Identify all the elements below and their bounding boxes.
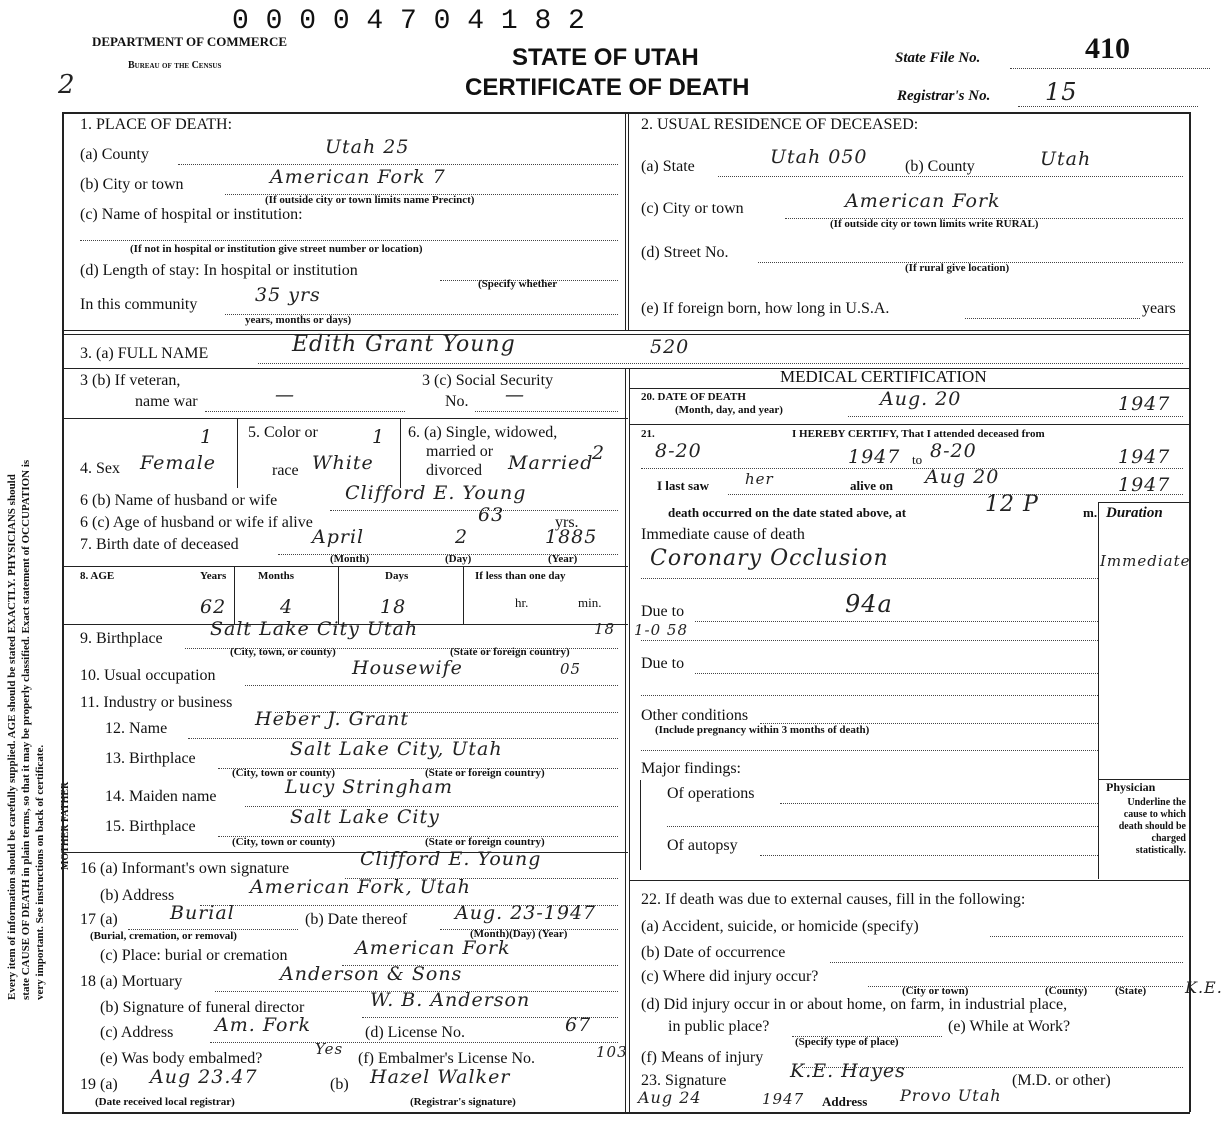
- s10-occupation-value: Housewife: [352, 657, 463, 679]
- s7-birth-label: 7. Birth date of deceased: [80, 536, 239, 553]
- s4-sex-mark: 1: [200, 426, 214, 448]
- s20-dod-value: Aug. 20: [880, 388, 962, 410]
- s18-address-value: Am. Fork: [215, 1014, 311, 1036]
- s18-embalmed-value: Yes: [315, 1040, 344, 1058]
- s3-veteran-label-a: 3 (b) If veteran,: [80, 372, 181, 389]
- s2-street-note: (If rural give location): [905, 262, 1010, 274]
- s2-title: 2. USUAL RESIDENCE OF DECEASED:: [641, 116, 919, 133]
- s2-street-label: (d) Street No.: [641, 244, 729, 261]
- duration-label: Duration: [1106, 505, 1163, 521]
- s2-state-value: Utah 050: [770, 146, 868, 168]
- s3-ss-label-b: No.: [445, 393, 469, 410]
- major-findings-label: Major findings:: [641, 760, 741, 777]
- s22-c-note-a: (City or town): [902, 985, 969, 997]
- s13-father-birth-label: 13. Birthplace: [105, 750, 196, 767]
- s21-alive-value: Aug 20: [925, 466, 1000, 488]
- s19-registrar-value: Hazel Walker: [370, 1066, 511, 1088]
- s4-sex-value: Female: [140, 452, 217, 474]
- s22-b-label: (b) Date of occurrence: [641, 944, 786, 961]
- s1-community-label: In this community: [80, 296, 198, 313]
- s8-hr-label: hr.: [515, 595, 529, 610]
- s19-received-note: (Date received local registrar): [95, 1096, 235, 1108]
- s5-race-mark: 1: [372, 426, 386, 448]
- s3-veteran-value: —: [275, 384, 295, 406]
- s7-year-note: (Year): [548, 553, 578, 565]
- s23-signature-label: 23. Signature: [641, 1072, 727, 1089]
- s4-sex-label: 4. Sex: [80, 460, 120, 477]
- s21-to-year: 1947: [1118, 446, 1171, 468]
- s5-color-label: 5. Color or: [248, 424, 318, 441]
- s22-c-mark: K.E.: [1185, 978, 1223, 997]
- s23-address-label: Address: [822, 1094, 868, 1109]
- s14-mother-name-value: Lucy Stringham: [285, 776, 454, 798]
- s6-marital-value: Married: [508, 452, 594, 474]
- s17-burial-note: (Burial, cremation, or removal): [90, 930, 237, 942]
- s2-county-label: (b) County: [905, 158, 975, 175]
- s15-mother-birth-label: 15. Birthplace: [105, 818, 196, 835]
- s18-director-label: (b) Signature of funeral director: [100, 999, 305, 1016]
- s21-to-value: 8-20: [930, 440, 977, 462]
- s6c-spouse-age-label: 6 (c) Age of husband or wife if alive: [80, 514, 313, 531]
- s2-city-label: (c) City or town: [641, 200, 744, 217]
- s6b-spouse-value: Clifford E. Young: [345, 482, 527, 504]
- s7-birth-year: 1885: [545, 526, 598, 548]
- of-operations-label: Of operations: [667, 785, 755, 802]
- s17-burial-value: Burial: [170, 902, 235, 924]
- s8-months-value: 4: [280, 596, 294, 618]
- s3-name-code: 520: [650, 336, 690, 358]
- other-conditions-label: Other conditions: [641, 707, 749, 724]
- medical-title: MEDICAL CERTIFICATION: [780, 367, 987, 386]
- s18-director-value: W. B. Anderson: [370, 989, 531, 1011]
- s7-birth-day: 2: [455, 526, 469, 548]
- s1-community-note: years, months or days): [245, 314, 352, 326]
- s5-race-label: race: [272, 462, 299, 479]
- s6-marital-label-c: divorced: [426, 462, 482, 479]
- s8-years-label: Years: [200, 570, 227, 582]
- state-file-number: 410: [1085, 32, 1130, 65]
- s23-date-value: Aug 24: [638, 1088, 702, 1107]
- due-to-2-label: Due to: [641, 655, 685, 672]
- s22-d-note: (Specify type of place): [795, 1036, 899, 1048]
- of-autopsy-label: Of autopsy: [667, 837, 738, 854]
- s8-age-label: 8. AGE: [80, 570, 115, 582]
- s9-note-b: (State or foreign country): [450, 646, 570, 658]
- s10-occupation-label: 10. Usual occupation: [80, 667, 216, 684]
- s8-days-value: 18: [380, 596, 407, 618]
- state-file-label: State File No.: [895, 50, 981, 66]
- s21-from-value: 8-20: [655, 440, 702, 462]
- s22-d-label2: in public place?: [668, 1018, 770, 1035]
- physician-note: Underline the cause to which death should be charged statistically.: [1118, 797, 1186, 856]
- s21-occurred-value: 12 P: [985, 492, 1039, 517]
- duration-value: Immediate: [1100, 552, 1191, 570]
- s3-ss-value: —: [505, 384, 525, 406]
- s3-ss-label-a: 3 (c) Social Security: [422, 372, 554, 389]
- s17-place-value: American Fork: [355, 937, 511, 959]
- page-title: CERTIFICATE OF DEATH: [465, 74, 750, 101]
- s9-birthplace-code: 18: [594, 620, 616, 638]
- immediate-cause-value: Coronary Occlusion: [650, 546, 889, 571]
- s16-address-value: American Fork, Utah: [250, 876, 471, 898]
- s6-marital-label-a: 6. (a) Single, widowed,: [408, 424, 558, 441]
- s23-md-label: (M.D. or other): [1012, 1072, 1111, 1089]
- s22-c-note-b: (County): [1045, 985, 1088, 997]
- parents-side-label: MOTHER FATHER: [60, 781, 71, 870]
- s13-father-birth-value: Salt Lake City, Utah: [290, 738, 503, 760]
- s1-city-note: (If outside city or town limits name Precinct): [265, 194, 475, 206]
- s2-state-label: (a) State: [641, 158, 695, 175]
- s6c-spouse-age-unit: yrs.: [555, 514, 579, 531]
- s6-marital-mark: 2: [592, 442, 606, 464]
- s5-race-value: White: [312, 452, 374, 474]
- s21-alive-label: alive on: [850, 478, 893, 493]
- s2-foreign-unit: years: [1142, 300, 1176, 317]
- s2-city-value: American Fork: [845, 190, 1001, 212]
- s21-lastsaw-value: her: [745, 470, 774, 488]
- s21-cert-text: I HEREBY CERTIFY, That I attended deceased from: [792, 428, 1045, 440]
- s22-a-label: (a) Accident, suicide, or homicide (specify): [641, 918, 919, 935]
- side-note-line1: Every item of information should be carefully supplied. AGE should be stated EXACTLY. PHYSICIANS should: [6, 474, 18, 1000]
- s22-d-label: (d) Did injury occur in or about home, on farm, in industrial place,: [641, 996, 1068, 1013]
- s15-note-a: (City, town or county): [232, 836, 336, 848]
- s21-to-label: to: [912, 452, 923, 467]
- s8-days-label: Days: [385, 570, 409, 582]
- s17-place-label: (c) Place: burial or cremation: [100, 947, 288, 964]
- s6b-spouse-label: 6 (b) Name of husband or wife: [80, 492, 278, 509]
- s15-mother-birth-value: Salt Lake City: [290, 806, 440, 828]
- s17-burial-label: 17 (a): [80, 911, 118, 928]
- registrar-no-label: Registrar's No.: [897, 88, 991, 104]
- other-conditions-note: (Include pregnancy within 3 months of death): [655, 724, 870, 736]
- s9-birthplace-label: 9. Birthplace: [80, 630, 163, 647]
- s1-county-label: (a) County: [80, 146, 149, 163]
- s6c-spouse-age-value: 63: [478, 504, 505, 526]
- s21-from-year: 1947: [848, 446, 901, 468]
- s22-e-label: (e) While at Work?: [948, 1018, 1071, 1035]
- s12-father-name-label: 12. Name: [105, 720, 168, 737]
- s13-note-b: (State or foreign country): [425, 767, 545, 779]
- s18-embalmer-license-label: (f) Embalmer's License No.: [358, 1050, 536, 1067]
- s18-address-label: (c) Address: [100, 1024, 174, 1041]
- s1-city-label: (b) City or town: [80, 176, 184, 193]
- s3-veteran-label-b: name war: [135, 393, 198, 410]
- due-to-1-label: Due to: [641, 603, 685, 620]
- s2-foreign-label: (e) If foreign born, how long in U.S.A.: [641, 300, 890, 317]
- s20-dod-year: 1947: [1118, 393, 1171, 415]
- s23-date-year: 1947: [762, 1090, 805, 1108]
- s22-title: 22. If death was due to external causes, fill in the following:: [641, 891, 1026, 908]
- s21-occurred-label: death occurred on the date stated above, at: [668, 505, 907, 520]
- s19-registrar-note: (Registrar's signature): [410, 1096, 516, 1108]
- s8-min-label: min.: [578, 595, 602, 610]
- s9-birthplace-value: Salt Lake City Utah: [210, 618, 419, 640]
- s16-informant-label: 16 (a) Informant's own signature: [80, 860, 290, 877]
- s3-name-label: 3. (a) FULL NAME: [80, 345, 209, 362]
- s16-address-label: (b) Address: [100, 887, 175, 904]
- s7-birth-month: April: [312, 526, 365, 548]
- s20-dod-label-b: (Month, day, and year): [675, 404, 783, 416]
- dept-label: DEPARTMENT OF COMMERCE: [92, 34, 288, 49]
- s8-years-value: 62: [200, 596, 227, 618]
- s3-name-value: Edith Grant Young: [292, 332, 516, 357]
- s19-received-value: Aug 23.47: [150, 1066, 258, 1088]
- s7-month-note: (Month): [330, 553, 370, 565]
- s21-label: 21.: [641, 428, 655, 440]
- s22-c-note-c: (State): [1115, 985, 1147, 997]
- due-to-1-code: 94a: [845, 590, 893, 618]
- s1-title: 1. PLACE OF DEATH:: [80, 116, 233, 133]
- s18-license-value: 67: [565, 1014, 592, 1036]
- s8-lessday-label: If less than one day: [475, 570, 566, 582]
- side-note-line3: very important. See instructions on back of certificate.: [34, 744, 46, 1000]
- medical-side-code: 1-0 58: [634, 621, 689, 639]
- s21-occurred-unit: m.: [1083, 505, 1098, 520]
- physician-title: Physician: [1106, 780, 1156, 794]
- registrar-number: 15: [1045, 78, 1078, 106]
- s21-alive-year: 1947: [1118, 474, 1171, 496]
- state-title: STATE OF UTAH: [512, 44, 699, 71]
- s17-date-label: (b) Date thereof: [305, 911, 408, 928]
- s22-c-label: (c) Where did injury occur?: [641, 968, 819, 985]
- s1-community-value: 35 yrs: [255, 284, 321, 306]
- immediate-cause-label: Immediate cause of death: [641, 526, 805, 543]
- serial-number: 0 0 0 0 4 7 0 4 1 8 2: [232, 6, 585, 37]
- s18-embalmed-label: (e) Was body embalmed?: [100, 1050, 263, 1067]
- s22-f-label: (f) Means of injury: [641, 1049, 764, 1066]
- side-note-line2: state CAUSE OF DEATH in plain terms, so that it may be properly classified. Exact statement of OCCUPATION is: [20, 459, 32, 1000]
- s1-stay-note: (Specify whether: [478, 278, 558, 290]
- s1-city-value: American Fork 7: [270, 166, 446, 188]
- s19-registrar-label: (b): [330, 1076, 349, 1093]
- s20-dod-label-a: 20. DATE OF DEATH: [641, 391, 746, 403]
- s19-received-label: 19 (a): [80, 1076, 118, 1093]
- s6-marital-label-b: married or: [426, 443, 494, 460]
- s17-date-note: (Month)(Day) (Year): [470, 928, 568, 940]
- s18-embalmer-license-value: 103: [596, 1043, 628, 1061]
- s1-hospital-note: (If not in hospital or institution give street number or location): [130, 243, 423, 255]
- bureau-label: Bureau of the Census: [128, 60, 222, 71]
- s2-city-note: (If outside city or town limits write RURAL): [830, 218, 1039, 230]
- s8-months-label: Months: [258, 570, 295, 582]
- s13-note-a: (City, town or county): [232, 767, 336, 779]
- s7-day-note: (Day): [445, 553, 472, 565]
- s11-industry-label: 11. Industry or business: [80, 694, 233, 711]
- s16-informant-value: Clifford E. Young: [360, 848, 542, 870]
- s9-note-a: (City, town, or county): [230, 646, 336, 658]
- s17-date-value: Aug. 23-1947: [455, 902, 597, 924]
- corner-mark: 2: [58, 70, 76, 100]
- s1-county-value: Utah 25: [325, 136, 410, 158]
- s18-mortuary-value: Anderson & Sons: [280, 963, 463, 985]
- s12-father-name-value: Heber J. Grant: [255, 708, 410, 730]
- s23-signature-value: K.E. Hayes: [790, 1060, 906, 1082]
- s10-occupation-code: 05: [560, 660, 582, 678]
- s2-county-value: Utah: [1040, 148, 1092, 170]
- s18-mortuary-label: 18 (a) Mortuary: [80, 973, 183, 990]
- s15-note-b: (State or foreign country): [425, 836, 545, 848]
- s1-stay-label: (d) Length of stay: In hospital or institution: [80, 262, 358, 279]
- s1-hospital-label: (c) Name of hospital or institution:: [80, 206, 303, 223]
- s14-mother-name-label: 14. Maiden name: [105, 788, 217, 805]
- s21-lastsaw-label: I last saw: [657, 478, 710, 493]
- s18-license-label: (d) License No.: [365, 1024, 465, 1041]
- s23-address-value: Provo Utah: [900, 1086, 1002, 1105]
